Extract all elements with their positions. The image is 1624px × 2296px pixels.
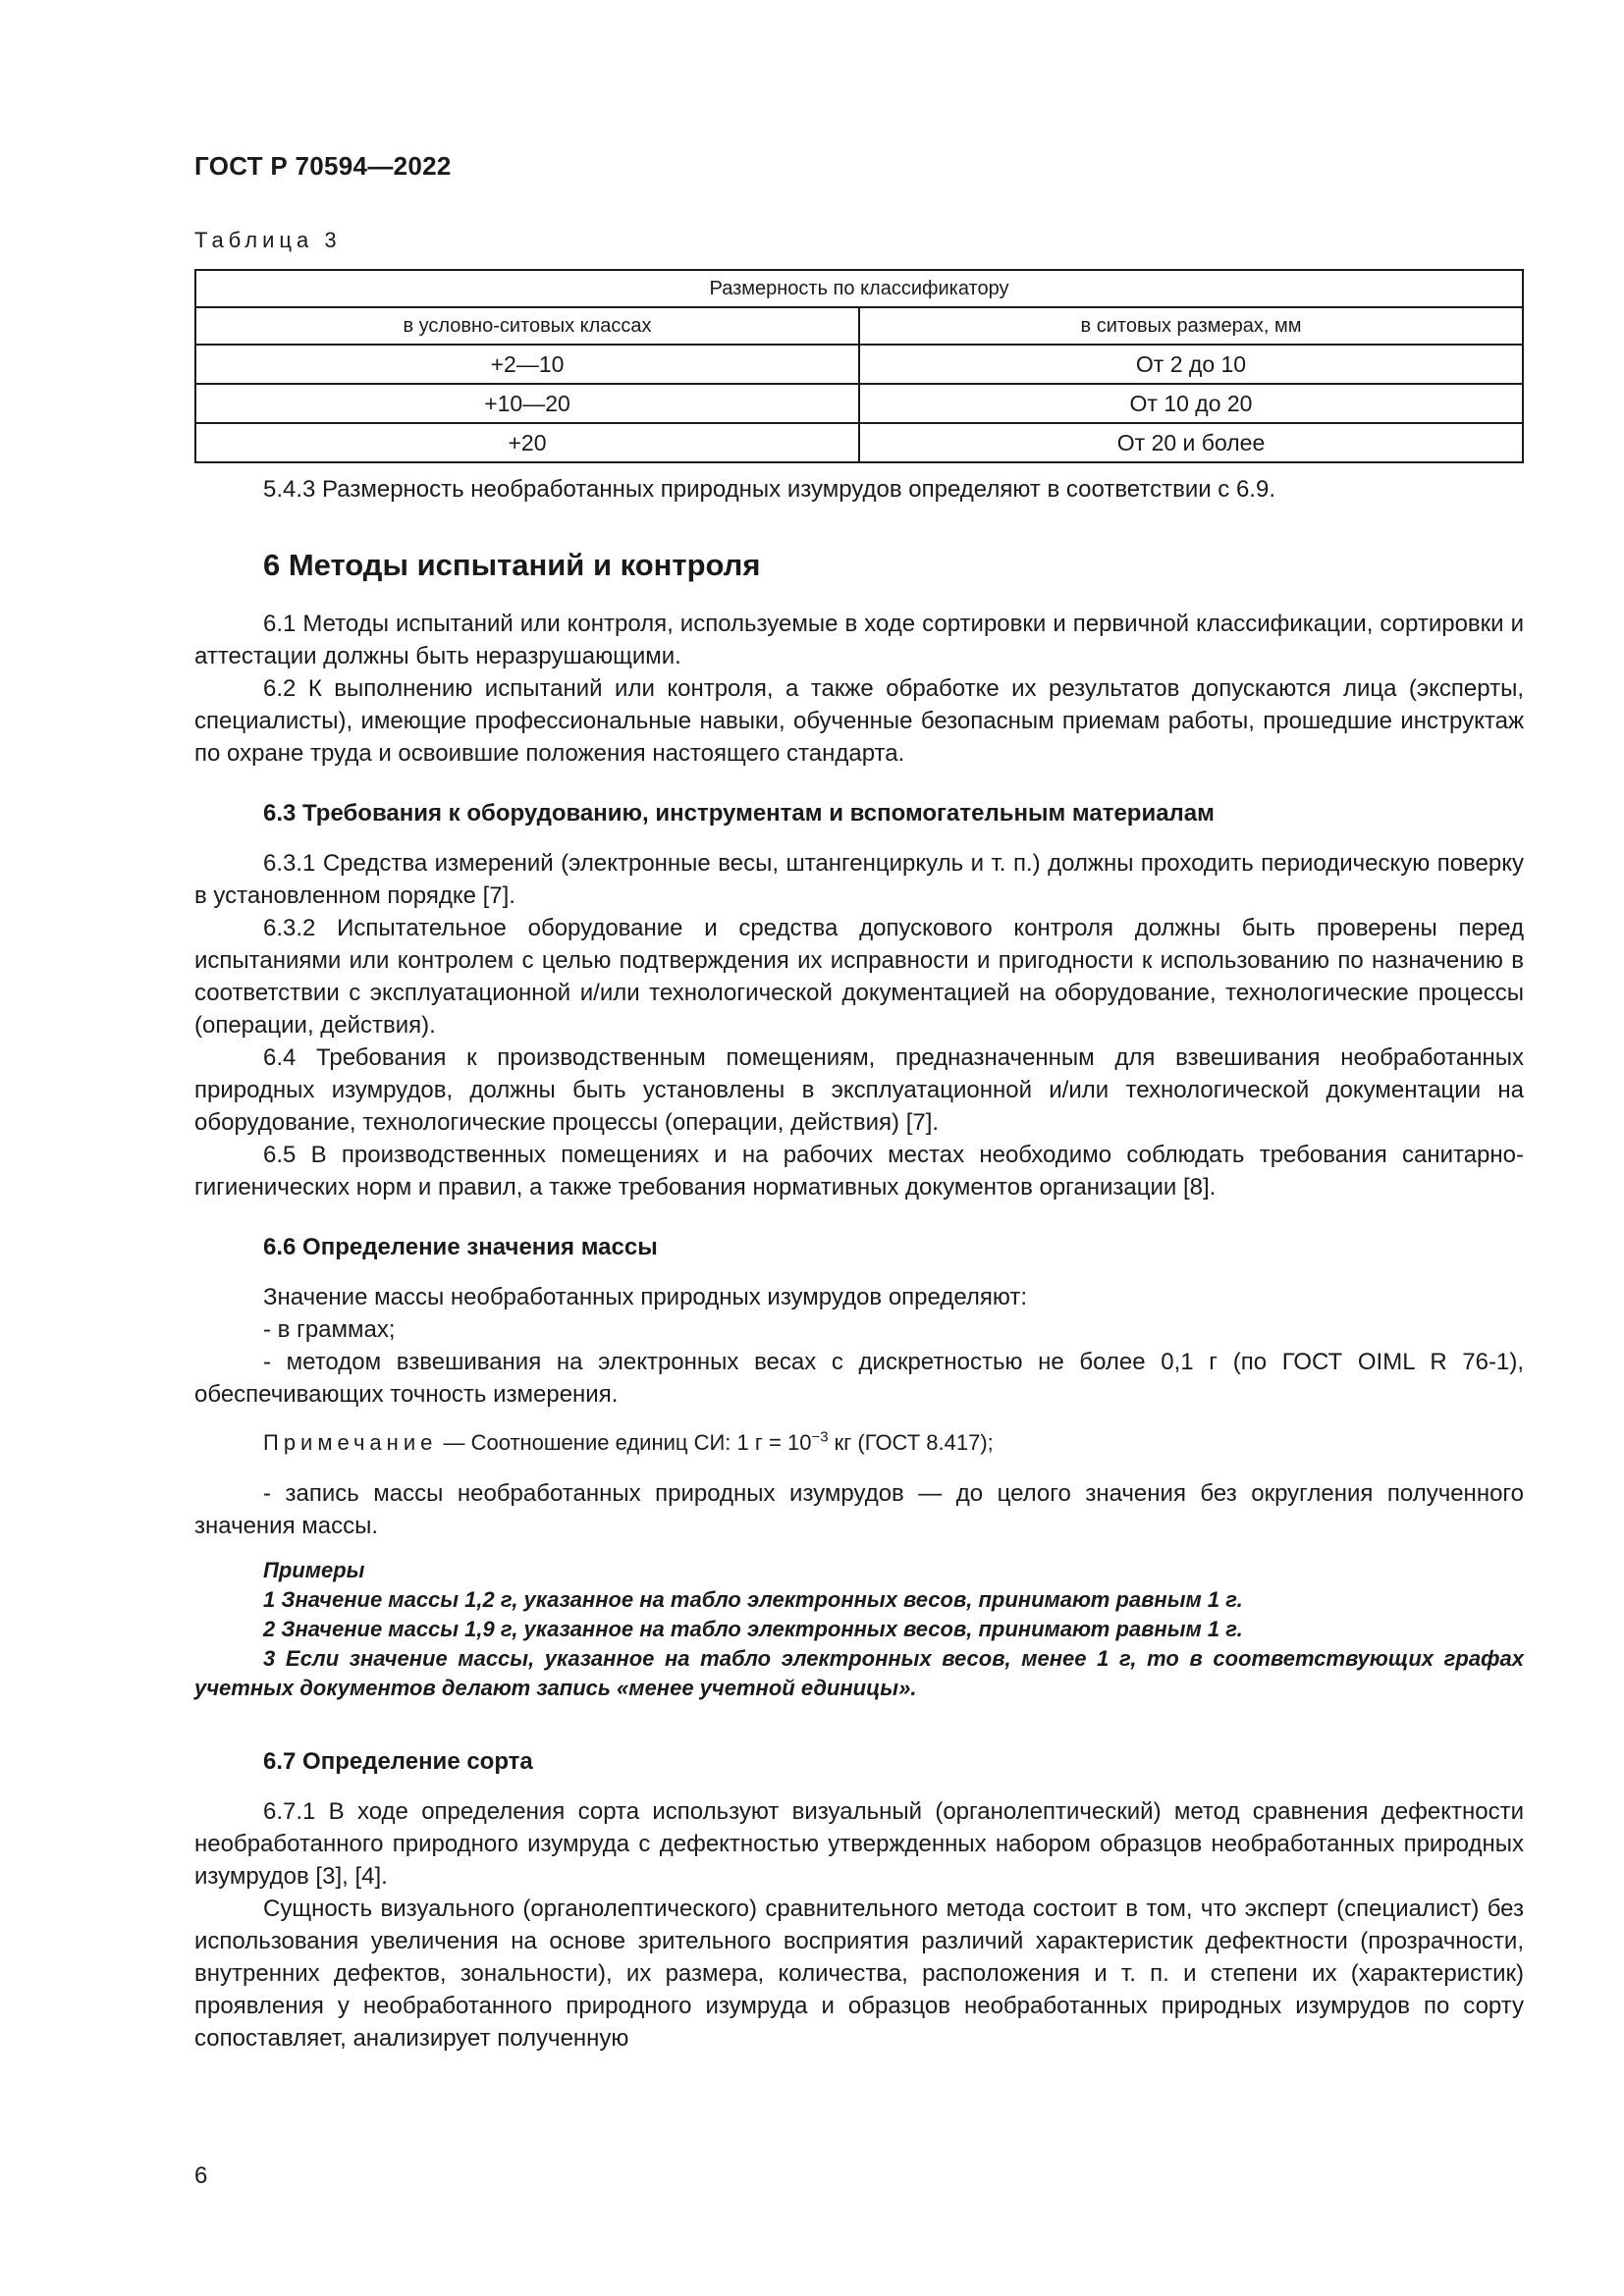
section-6-3-body <box>194 847 1524 1203</box>
paragraph: 6.3.2 Испытательное оборудование и средства допускового контроля должны быть проверены перед испытаниями или контролем с целью подтверждения их исправности и пригодности к использованию по назначению в соответствии с эксплуатационной и/или технологической документацией на оборудование, технологические процессы (операции, действия). <box>194 915 1524 1039</box>
paragraph: 6.4 Требования к производственным помещениям, предназначенным для взвешивания необработанных природных изумрудов, должны быть установлены в эксплуатационной и/или технологической документации на оборудование, технологические процессы (операции, действия) [7]. <box>194 1044 1524 1136</box>
paragraph: 6.3.1 Средства измерений (электронные весы, штангенциркуль и т. п.) должны проходить периодическую поверку в установленном порядке [7]. <box>194 850 1524 909</box>
table-cell: От 2 до 10 <box>859 345 1523 384</box>
table-column-header: в условно-ситовых классах <box>195 307 859 345</box>
subsection-heading: 6.6 Определение значения массы <box>263 1234 658 1260</box>
note-text: кг (ГОСТ 8.417); <box>828 1430 994 1455</box>
table-row <box>195 384 1523 423</box>
page-number: 6 <box>194 2163 208 2189</box>
table-caption: Таблица 3 <box>194 228 342 252</box>
paragraph: 6.2 К выполнению испытаний или контроля, а также обработке их результатов допускаются лица (эксперты, специалисты), имеющие профессиональные навыки, обученные безопасным приемам работы, прошедшие инструктаж по охране труда и освоившие положения настоящего стандарта. <box>194 675 1524 767</box>
paragraph: 6.7.1 В ходе определения сорта используют визуальный (органолептический) метод сравнения дефектности необработанного природного изумруда с дефектностью утвержденных набором образцов необработанных природных изумрудов [3], [4]. <box>194 1798 1524 1890</box>
section-5-4-3 <box>194 473 1524 506</box>
section-heading: 6 Методы испытаний и контроля <box>263 548 761 582</box>
example-item: 2 Значение массы 1,9 г, указанное на табло электронных весов, принимают равным 1 г. <box>263 1617 1243 1641</box>
table-row <box>195 423 1523 462</box>
document-code: ГОСТ Р 70594—2022 <box>194 151 452 181</box>
example-item: 1 Значение массы 1,2 г, указанное на табло электронных весов, принимают равным 1 г. <box>263 1587 1243 1612</box>
note-exponent: −3 <box>811 1428 829 1446</box>
note <box>194 1426 1524 1459</box>
table-cell: +10—20 <box>195 384 859 423</box>
paragraph: Сущность визуального (органолептического) сравнительного метода состоит в том, что эксперт (специалист) без использования увеличения на основе зрительного восприятия различий характеристик дефектности (прозрачности, внутренних дефектов, зональности), их размера, количества, расположения и т. п. и степени их (характеристик) проявления у необработанного природного изумруда и образцов необработанных природных изумрудов по сорту сопоставляет, анализирует полученную <box>194 1896 1524 2052</box>
examples-title: Примеры <box>263 1558 365 1582</box>
subsection-heading: 6.7 Определение сорта <box>263 1748 533 1775</box>
paragraph: 6.5 В производственных помещениях и на рабочих местах необходимо соблюдать требования санитарно-гигиенических норм и правил, а также требования нормативных документов организации [8]. <box>194 1142 1524 1201</box>
section-6-6-body <box>194 1281 1524 1411</box>
table-row <box>195 345 1523 384</box>
table-cell: +2—10 <box>195 345 859 384</box>
paragraph: 5.4.3 Размерность необработанных природных изумрудов определяют в соответствии с 6.9. <box>263 476 1275 503</box>
note-text: — Соотношение единиц СИ: 1 г = 10 <box>437 1430 812 1455</box>
list-item: - методом взвешивания на электронных весах с дискретностью не более 0,1 г (по ГОСТ OIML R 76-1), обеспечивающих точность измерения. <box>194 1349 1524 1408</box>
table-column-header: в ситовых размерах, мм <box>859 307 1523 345</box>
section-6-7-body <box>194 1795 1524 2055</box>
table-cell: От 10 до 20 <box>859 384 1523 423</box>
section-6-1-6-2 <box>194 608 1524 770</box>
size-classification-table <box>194 269 1524 463</box>
table-group-header: Размерность по классификатору <box>195 270 1523 307</box>
list-item: - в граммах; <box>263 1316 396 1343</box>
paragraph: 6.1 Методы испытаний или контроля, используемые в ходе сортировки и первичной классификации, сортировки и аттестации должны быть неразрушающими. <box>194 611 1524 669</box>
subsection-heading: 6.3 Требования к оборудованию, инструментам и вспомогательным материалам <box>263 800 1215 827</box>
table-cell: От 20 и более <box>859 423 1523 462</box>
list-item: - запись массы необработанных природных изумрудов — до целого значения без округления полученного значения массы. <box>194 1480 1524 1539</box>
example-item: 3 Если значение массы, указанное на табло электронных весов, менее 1 г, то в соответствующих графах учетных документов делают запись «менее учетной единицы». <box>194 1646 1524 1700</box>
section-6-6-record <box>194 1477 1524 1542</box>
table-cell: +20 <box>195 423 859 462</box>
note-label: Примечание <box>263 1430 438 1455</box>
paragraph: Значение массы необработанных природных изумрудов определяют: <box>263 1284 1028 1310</box>
examples-block <box>194 1556 1524 1703</box>
